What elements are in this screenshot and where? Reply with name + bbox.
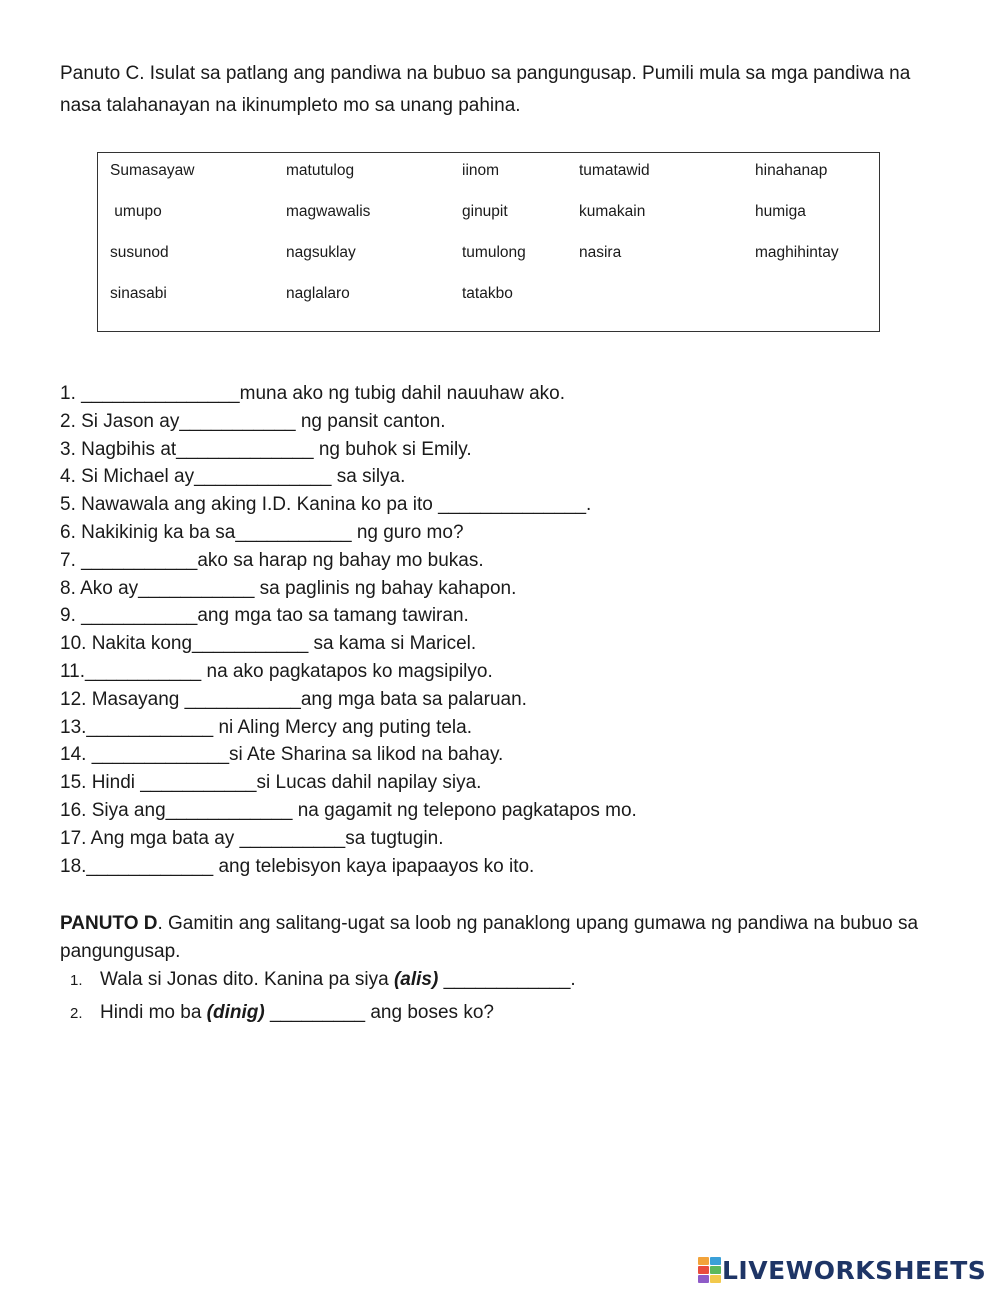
word-bank-cell: kumakain <box>579 203 646 220</box>
exercise-d-number: 2. <box>70 1005 83 1022</box>
logo-tile <box>710 1266 721 1274</box>
exercise-item[interactable]: 16. Siya ang____________ na gagamit ng telepono pagkatapos mo. <box>60 799 637 821</box>
exercise-item[interactable]: 1. _______________muna ako ng tubig dahil nauuhaw ako. <box>60 383 565 404</box>
word-bank-cell: humiga <box>755 203 806 220</box>
logo-tile <box>698 1266 709 1274</box>
exercise-item[interactable]: 12. Masayang ___________ang mga bata sa palaruan. <box>60 688 527 710</box>
word-bank-cell: nagsuklay <box>286 244 356 261</box>
root-word: (dinig) <box>206 1002 265 1023</box>
word-bank-cell: tumatawid <box>579 162 650 179</box>
sentence-after: ____________. <box>438 969 576 990</box>
exercise-d-item[interactable] <box>60 999 940 1032</box>
word-bank-cell: magwawalis <box>286 203 371 220</box>
root-word: (alis) <box>393 969 439 990</box>
word-bank-cell: susunod <box>110 244 169 261</box>
word-bank-cell: umupo <box>110 203 162 220</box>
exercise-item[interactable]: 3. Nagbihis at_____________ ng buhok si Emily. <box>60 438 472 460</box>
sentence-after: _________ ang boses ko? <box>264 1002 494 1023</box>
sentence-before: Wala si Jonas dito. Kanina pa siya <box>100 969 394 990</box>
brand-name: LIVEWORKSHEETS <box>722 1255 987 1285</box>
exercise-item[interactable]: 13.____________ ni Aling Mercy ang puting tela. <box>60 716 472 738</box>
logo-tile <box>710 1275 721 1283</box>
word-bank-table <box>97 152 880 332</box>
exercise-item[interactable]: 10. Nakita kong___________ sa kama si Maricel. <box>60 633 477 655</box>
exercise-item[interactable]: 9. ___________ang mga tao sa tamang tawiran. <box>60 605 469 627</box>
exercise-d-sentence <box>100 999 494 1027</box>
exercise-d-items <box>60 966 940 1032</box>
word-bank-cell: matutulog <box>286 162 355 179</box>
word-bank-cell: sinasabi <box>110 285 167 302</box>
exercise-item[interactable]: 6. Nakikinig ka ba sa___________ ng guro mo? <box>60 521 464 543</box>
exercise-item[interactable]: 5. Nawawala ang aking I.D. Kanina ko pa ito ______________. <box>60 494 592 516</box>
sentence-before: Hindi mo ba <box>100 1002 207 1023</box>
exercise-d-number: 1. <box>70 972 83 989</box>
word-bank-cell: Sumasayaw <box>110 162 195 179</box>
word-bank-cell: ginupit <box>462 203 508 220</box>
instruction-c: Panuto C. Isulat sa patlang ang pandiwa na bubuo sa pangungusap. Pumili mula sa mga pandiwa na nasa talahanayan na ikinumpleto mo sa unang pahina. <box>60 63 911 116</box>
exercise-item[interactable]: 11.___________ na ako pagkatapos ko magsipilyo. <box>60 660 493 682</box>
instruction-d-label: PANUTO D <box>60 913 158 934</box>
logo-tile <box>698 1257 709 1265</box>
liveworksheets-logo <box>698 1255 986 1285</box>
word-bank-cell: iinom <box>462 162 500 179</box>
word-bank-cell: nasira <box>579 244 622 261</box>
logo-tile <box>710 1257 721 1265</box>
instruction-d-text: . Gamitin ang salitang-ugat sa loob ng panaklong upang gumawa ng pandiwa na bubuo sa pangungusap. <box>60 913 919 962</box>
exercise-item[interactable]: 7. ___________ako sa harap ng bahay mo bukas. <box>60 549 484 571</box>
exercise-d-item[interactable] <box>60 966 940 999</box>
exercise-item[interactable]: 14. _____________si Ate Sharina sa likod na bahay. <box>60 744 504 766</box>
instruction-d <box>60 910 940 966</box>
exercise-item[interactable]: 17. Ang mga bata ay __________sa tugtugin. <box>60 827 444 849</box>
exercise-item[interactable]: 18.____________ ang telebisyon kaya ipapaayos ko ito. <box>60 855 535 877</box>
liveworksheets-mark-icon <box>698 1257 720 1283</box>
exercise-items <box>60 380 960 880</box>
exercise-d-sentence <box>100 966 576 994</box>
logo-tile <box>698 1275 709 1283</box>
exercise-item[interactable]: 15. Hindi ___________si Lucas dahil napilay siya. <box>60 772 482 794</box>
word-bank-cell: maghihintay <box>755 244 839 261</box>
exercise-item[interactable]: 2. Si Jason ay___________ ng pansit canton. <box>60 410 446 432</box>
exercise-item[interactable]: 4. Si Michael ay_____________ sa silya. <box>60 466 406 488</box>
word-bank-cell: naglalaro <box>286 285 350 302</box>
exercise-item[interactable]: 8. Ako ay___________ sa paglinis ng bahay kahapon. <box>60 577 517 599</box>
word-bank-cell: tatakbo <box>462 285 513 302</box>
word-bank-cell: hinahanap <box>755 162 828 179</box>
word-bank-cell: tumulong <box>462 244 526 261</box>
